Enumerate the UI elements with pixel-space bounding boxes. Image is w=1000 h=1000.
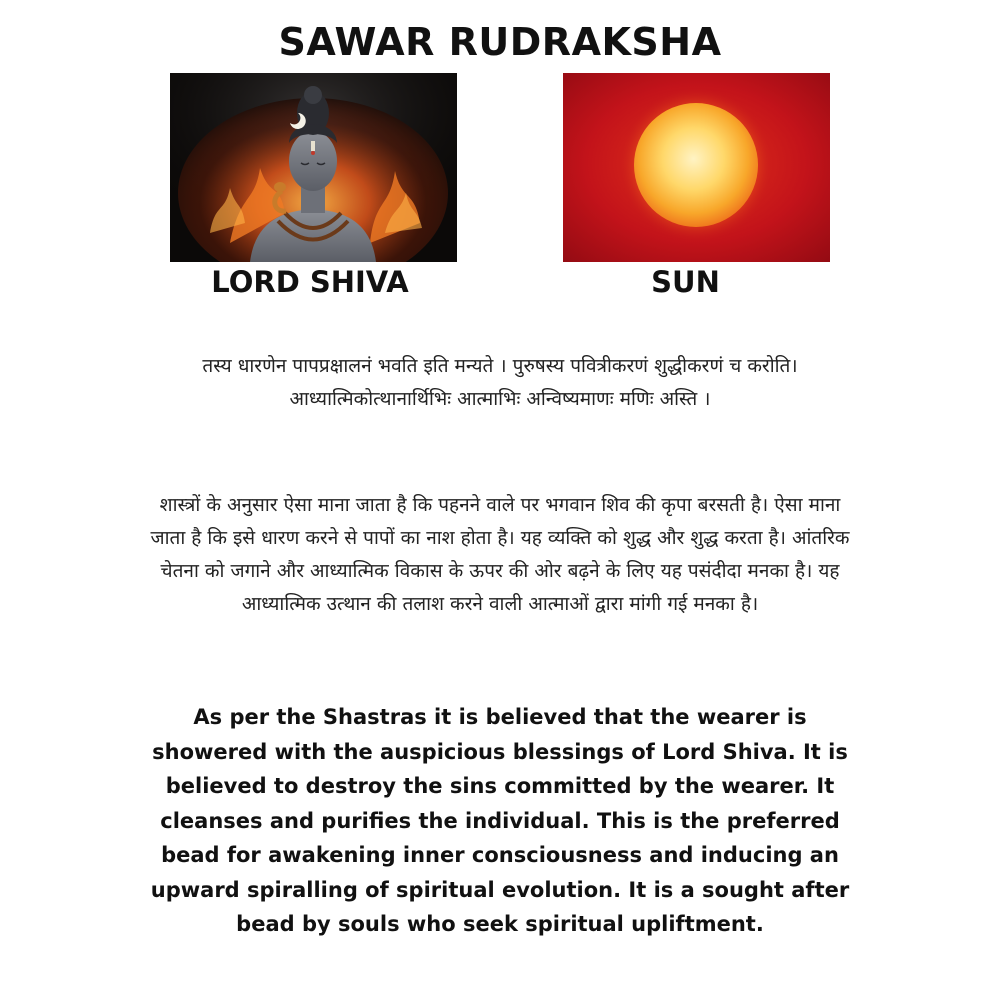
page-title: SAWAR RUDRAKSHA (278, 20, 722, 64)
shiva-illustration (170, 73, 457, 262)
sun-illustration (563, 73, 830, 262)
shiva-caption: LORD SHIVA (211, 265, 409, 299)
shiva-image (170, 73, 457, 262)
sanskrit-line-2: आध्यात्मिकोत्थानार्थिभिः आत्माभिः अन्विष्यमाणः मणिः अस्ति । (289, 388, 711, 410)
english-paragraph: As per the Shastras it is believed that the wearer is showered with the auspicious blessings of Lord Shiva. It is believed to destroy the sins committed by the wearer. It cleanses and purifies the individual. This is the preferred bead for awakening inner consciousness and inducing an upward spiralling of spiritual evolution. It is a sought after bead by souls who seek spiritual upliftment. (150, 705, 850, 936)
hindi-paragraph: शास्त्रों के अनुसार ऐसा माना जाता है कि पहनने वाले पर भगवान शिव की कृपा बरसती है। ऐसा माना जाता है कि इसे धारण करने से पापों का नाश होता है। यह व्यक्ति को शुद्ध और शुद्ध करता है। आंतरिक चेतना को जगाने और आध्यात्मिक विकास के ऊपर की ओर बढ़ने के लिए यह पसंदीदा मनका है। यह आध्यात्मिक उत्थान की तलाश करने वाली आत्माओं द्वारा मांगी गई मनका है। (150, 494, 850, 615)
sun-image (563, 73, 830, 262)
sanskrit-line-1: तस्य धारणेन पापप्रक्षालनं भवति इति मन्यते । पुरुषस्य पवित्रीकरणं शुद्धीकरणं च करोति। (202, 355, 798, 377)
sanskrit-block (140, 350, 860, 416)
sun-caption: SUN (651, 265, 720, 299)
